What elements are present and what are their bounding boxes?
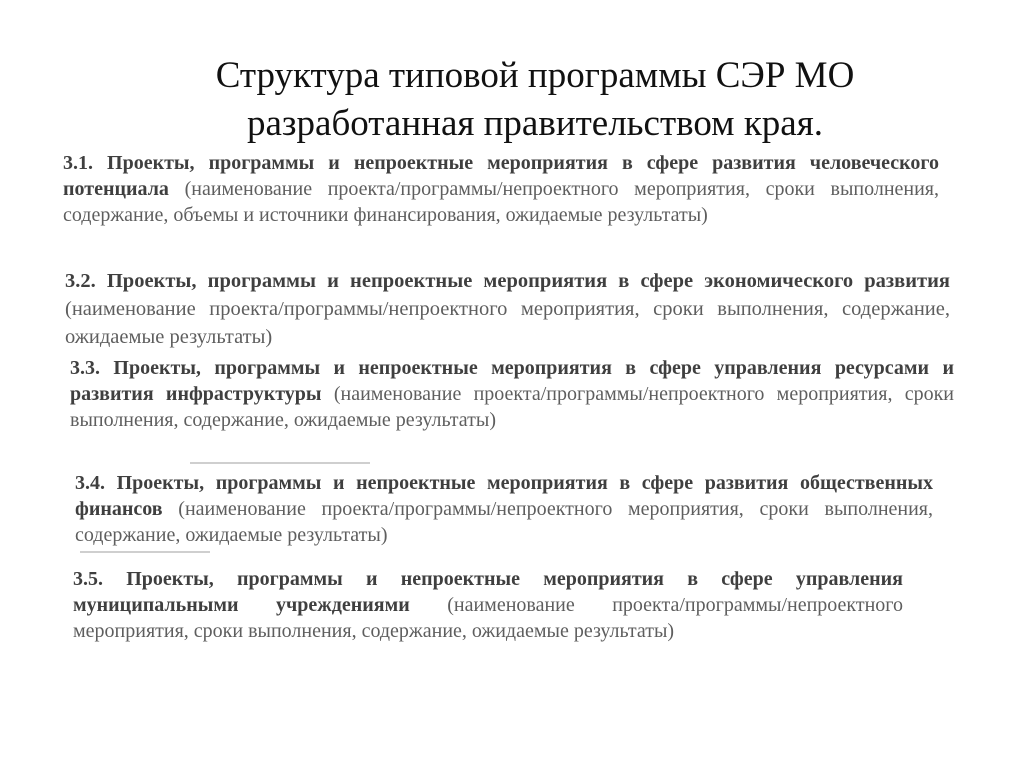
scan-artifact [80, 551, 210, 553]
section-3-2-body: (наименование проекта/программы/непроектного мероприятия, сроки выполнения, содержание, ожидаемые результаты) [65, 298, 950, 348]
section-3-1 [63, 150, 939, 228]
section-3-4 [75, 470, 933, 548]
section-3-1-heading: 3.1. Проекты, программы и непроектные мероприятия в сфере развития человеческого потенциала [63, 152, 939, 200]
scan-artifact [190, 462, 370, 464]
section-3-2-heading: 3.2. Проекты, программы и непроектные мероприятия в сфере экономического развития [65, 270, 950, 292]
section-3-4-body: (наименование проекта/программы/непроектного мероприятия, сроки выполнения, содержание, ожидаемые результаты) [75, 498, 933, 546]
section-3-5 [73, 566, 903, 644]
section-3-3-heading: 3.3. Проекты, программы и непроектные мероприятия в сфере управления ресурсами и развития инфраструктуры [70, 357, 954, 405]
section-3-2 [65, 267, 950, 351]
section-3-5-heading: 3.5. Проекты, программы и непроектные мероприятия в сфере управления муниципальными учреждениями [73, 568, 903, 616]
slide-title-line-1: Структура типовой программы СЭР МО [215, 55, 855, 96]
slide-title [140, 52, 930, 148]
section-3-5-body: (наименование проекта/программы/непроектного мероприятия, сроки выполнения, содержание, ожидаемые результаты) [73, 594, 904, 642]
section-3-1-body: (наименование проекта/программы/непроектного мероприятия, сроки выполнения, содержание, объемы и источники финансирования, ожидаемые результаты) [63, 178, 939, 226]
section-3-3 [70, 355, 954, 433]
section-3-4-heading: 3.4. Проекты, программы и непроектные мероприятия в сфере развития общественных финансов [75, 472, 933, 520]
section-3-3-body: (наименование проекта/программы/непроектного мероприятия, сроки выполнения, содержание, ожидаемые результаты) [70, 383, 955, 431]
slide-title-line-2: разработанная правительством края. [247, 103, 823, 144]
